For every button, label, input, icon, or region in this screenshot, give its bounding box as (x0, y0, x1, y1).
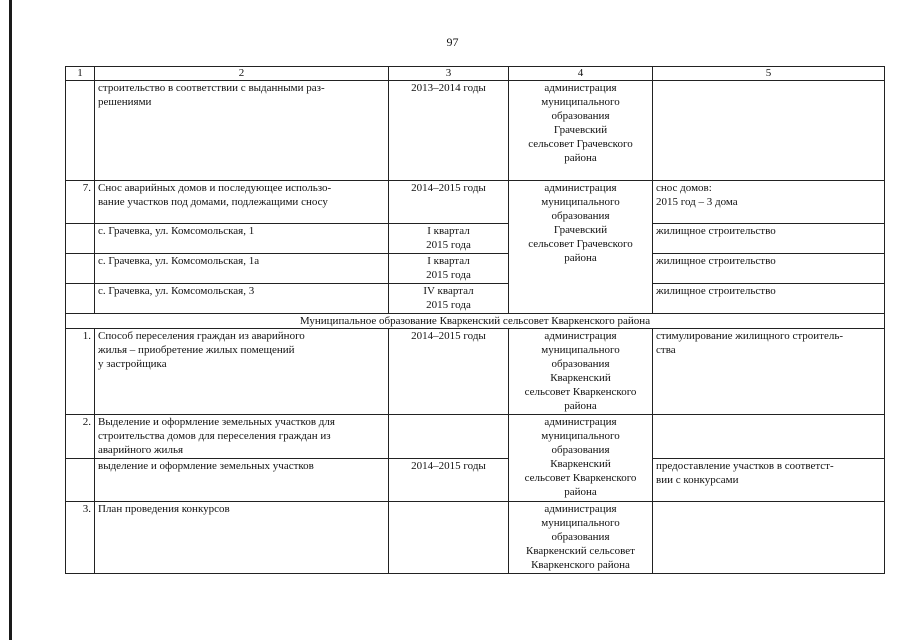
measure-text: строительство в соответствии с выданными раз- решениями (95, 81, 389, 181)
table-row-7 (66, 181, 885, 224)
measure-text: Способ переселения граждан из аварийного жилья – приобретение жилых помещений у застройщика (95, 329, 389, 415)
table-subrow (66, 254, 885, 284)
period-text (389, 415, 509, 459)
header-col-4: 4 (509, 67, 653, 81)
address-text: с. Грачевка, ул. Комсомольская, 3 (95, 284, 389, 314)
responsible-text: администрация муниципального образования Грачевский сельсовет Грачевского района (509, 181, 653, 314)
measure-text: План проведения конкурсов (95, 502, 389, 574)
row-number: 7. (66, 181, 95, 224)
header-col-1: 1 (66, 67, 95, 81)
header-col-2: 2 (95, 67, 389, 81)
row-number: 3. (66, 502, 95, 574)
responsible-text: администрация муниципального образования Кваркенский сельсовет Кваркенского района (509, 329, 653, 415)
measure-text: выделение и оформление земельных участков (95, 459, 389, 502)
result-text: жилищное строительство (653, 224, 885, 254)
measure-text: Выделение и оформление земельных участков для строительства домов для переселения граждан из аварийного жилья (95, 415, 389, 459)
result-text: предоставление участков в соответст- вии с конкурсами (653, 459, 885, 502)
responsible-text: администрация муниципального образования Кваркенский сельсовет Кваркенского района (509, 415, 653, 502)
result-text (653, 81, 885, 181)
header-col-5: 5 (653, 67, 885, 81)
address-text: с. Грачевка, ул. Комсомольская, 1 (95, 224, 389, 254)
result-text: снос домов: 2015 год – 3 дома (653, 181, 885, 224)
scan-edge-shadow (9, 0, 12, 640)
period-text (389, 502, 509, 574)
table-subrow (66, 459, 885, 502)
row-number (66, 81, 95, 181)
row-number (66, 284, 95, 314)
table-subrow (66, 284, 885, 314)
result-text (653, 502, 885, 574)
header-col-3: 3 (389, 67, 509, 81)
result-text: жилищное строительство (653, 254, 885, 284)
period-text: 2013–2014 годы (389, 81, 509, 181)
table-row (66, 81, 885, 181)
measure-text: Снос аварийных домов и последующее использо- вание участков под домами, подлежащими сносу (95, 181, 389, 224)
row-number (66, 254, 95, 284)
row-number: 1. (66, 329, 95, 415)
result-text (653, 415, 885, 459)
period-text: IV квартал 2015 года (389, 284, 509, 314)
table-header-row (66, 67, 885, 81)
table-row-2 (66, 415, 885, 459)
responsible-text: администрация муниципального образования Кваркенский сельсовет Кваркенского района (509, 502, 653, 574)
row-number: 2. (66, 415, 95, 459)
period-text: 2014–2015 годы (389, 459, 509, 502)
period-text: 2014–2015 годы (389, 329, 509, 415)
page-number: 97 (446, 35, 459, 49)
responsible-text: администрация муниципального образования Грачевский сельсовет Грачевского района (509, 81, 653, 181)
result-text: стимулирование жилищного строитель- ства (653, 329, 885, 415)
period-text: I квартал 2015 года (389, 224, 509, 254)
period-text: 2014–2015 годы (389, 181, 509, 224)
row-number (66, 459, 95, 502)
table-subrow (66, 224, 885, 254)
section-title: Муниципальное образование Кваркенский сельсовет Кваркенского района (66, 314, 885, 329)
row-number (66, 224, 95, 254)
section-header-row (66, 314, 885, 329)
address-text: с. Грачевка, ул. Комсомольская, 1а (95, 254, 389, 284)
table-row-1 (66, 329, 885, 415)
table-row-3 (66, 502, 885, 574)
program-table (65, 66, 885, 574)
period-text: I квартал 2015 года (389, 254, 509, 284)
result-text: жилищное строительство (653, 284, 885, 314)
